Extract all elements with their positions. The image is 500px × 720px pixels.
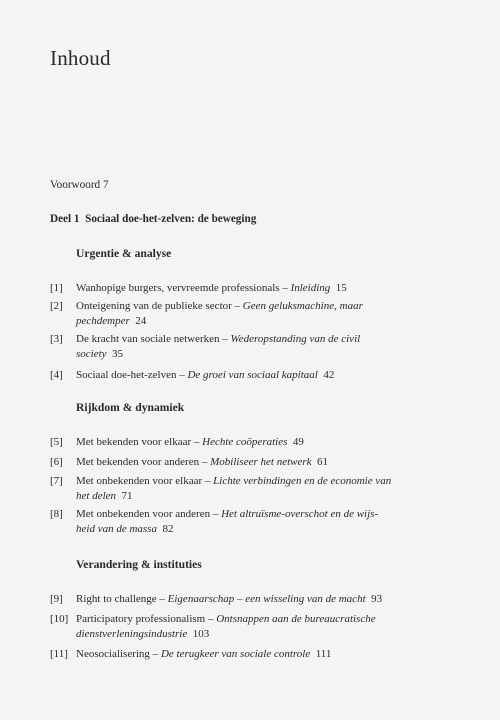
chapter-number: [5]	[50, 436, 63, 448]
chapter-number: [10]	[50, 613, 69, 625]
chapter-title: De kracht van sociale netwerken –	[76, 333, 228, 345]
chapter-text	[76, 592, 470, 607]
foreword-label: Voorwoord	[50, 179, 101, 191]
chapter-subtitle: De terugkeer van sociale controle	[160, 648, 311, 660]
section-heading: Rijkdom & dynamiek	[76, 401, 185, 414]
chapter-page: 82	[162, 523, 174, 535]
chapter-number: [9]	[50, 593, 63, 605]
chapter-subtitle: Ontsnappen aan de bureaucratische	[216, 613, 376, 625]
chapter-page: 49	[292, 436, 304, 448]
chapter-subtitle: Hechte coöperaties	[202, 436, 288, 448]
toc-entry	[50, 368, 470, 383]
chapter-text	[76, 507, 470, 537]
toc-entry	[50, 435, 470, 450]
chapter-subtitle: Mobiliseer het netwerk	[210, 456, 312, 468]
chapter-text	[76, 474, 470, 504]
chapter-text	[76, 612, 470, 642]
chapter-title: Wanhopige burgers, vervreemde professionals –	[76, 282, 288, 294]
chapter-text	[76, 368, 470, 383]
chapter-text	[76, 647, 470, 662]
chapter-page: 93	[371, 593, 383, 605]
chapter-number: [2]	[50, 300, 63, 312]
chapter-subtitle: Wederopstanding van de civil	[230, 333, 361, 345]
chapter-subtitle: Lichte verbindingen en de economie van	[213, 475, 392, 487]
part-heading	[50, 212, 256, 226]
chapter-title: Met onbekenden voor elkaar –	[76, 475, 211, 487]
chapter-number: [8]	[50, 508, 63, 520]
toc-entry	[50, 299, 470, 329]
chapter-subtitle-continued: dienstverleningsindustrie	[76, 628, 188, 640]
chapter-subtitle-continued: society	[76, 348, 107, 360]
chapter-subtitle: Eigenaarschap – een wisseling van de macht	[167, 593, 366, 605]
chapter-page: 15	[335, 282, 347, 294]
toc-entry	[50, 592, 470, 607]
toc-foreword	[50, 178, 109, 192]
chapter-title: Onteigening van de publieke sector –	[76, 300, 241, 312]
section-heading: Verandering & instituties	[76, 558, 202, 571]
chapter-title: Participatory professionalism –	[76, 613, 214, 625]
chapter-page: 42	[323, 369, 335, 381]
chapter-page: 24	[135, 315, 147, 327]
chapter-subtitle: Geen geluksmachine, maar	[242, 300, 363, 312]
chapter-number: [3]	[50, 333, 63, 345]
chapter-text	[76, 455, 470, 470]
foreword-page: 7	[102, 179, 109, 191]
toc-entry	[50, 474, 470, 504]
chapter-number: [6]	[50, 456, 63, 468]
chapter-page: 71	[121, 490, 133, 502]
chapter-title: Neosocialisering –	[76, 648, 159, 660]
section-heading: Urgentie & analyse	[76, 247, 172, 260]
chapter-subtitle-continued: het delen	[76, 490, 117, 502]
chapter-subtitle: Inleiding	[290, 282, 331, 294]
chapter-subtitle: Het altruïsme-overschot en de wijs-	[221, 508, 379, 520]
toc-entry	[50, 455, 470, 470]
chapter-title: Met bekenden voor anderen –	[76, 456, 208, 468]
chapter-text	[76, 435, 470, 450]
chapter-number: [4]	[50, 369, 63, 381]
chapter-title: Right to challenge –	[76, 593, 165, 605]
chapter-subtitle-continued: heid van de massa	[76, 523, 157, 535]
part-label: Deel 1	[50, 213, 80, 225]
chapter-number: [7]	[50, 475, 63, 487]
chapter-title: Sociaal doe-het-zelven –	[76, 369, 185, 381]
part-title: Sociaal doe-het-zelven: de beweging	[85, 213, 257, 225]
chapter-page: 111	[315, 648, 332, 660]
chapter-text	[76, 281, 470, 296]
chapter-page: 35	[112, 348, 124, 360]
toc-entry	[50, 332, 470, 362]
toc-entry	[50, 647, 470, 662]
chapter-page: 103	[192, 628, 210, 640]
chapter-text	[76, 332, 470, 362]
chapter-text	[76, 299, 470, 329]
toc-entry	[50, 507, 470, 537]
toc-entry	[50, 612, 470, 642]
chapter-page: 61	[317, 456, 329, 468]
chapter-number: [1]	[50, 282, 63, 294]
page-title: Inhoud	[50, 46, 111, 70]
toc-entry	[50, 281, 470, 296]
chapter-subtitle-continued: pechdemper	[76, 315, 130, 327]
chapter-number: [11]	[50, 648, 68, 660]
chapter-title: Met onbekenden voor anderen –	[76, 508, 219, 520]
chapter-title: Met bekenden voor elkaar –	[76, 436, 200, 448]
chapter-subtitle: De groei van sociaal kapitaal	[187, 369, 318, 381]
